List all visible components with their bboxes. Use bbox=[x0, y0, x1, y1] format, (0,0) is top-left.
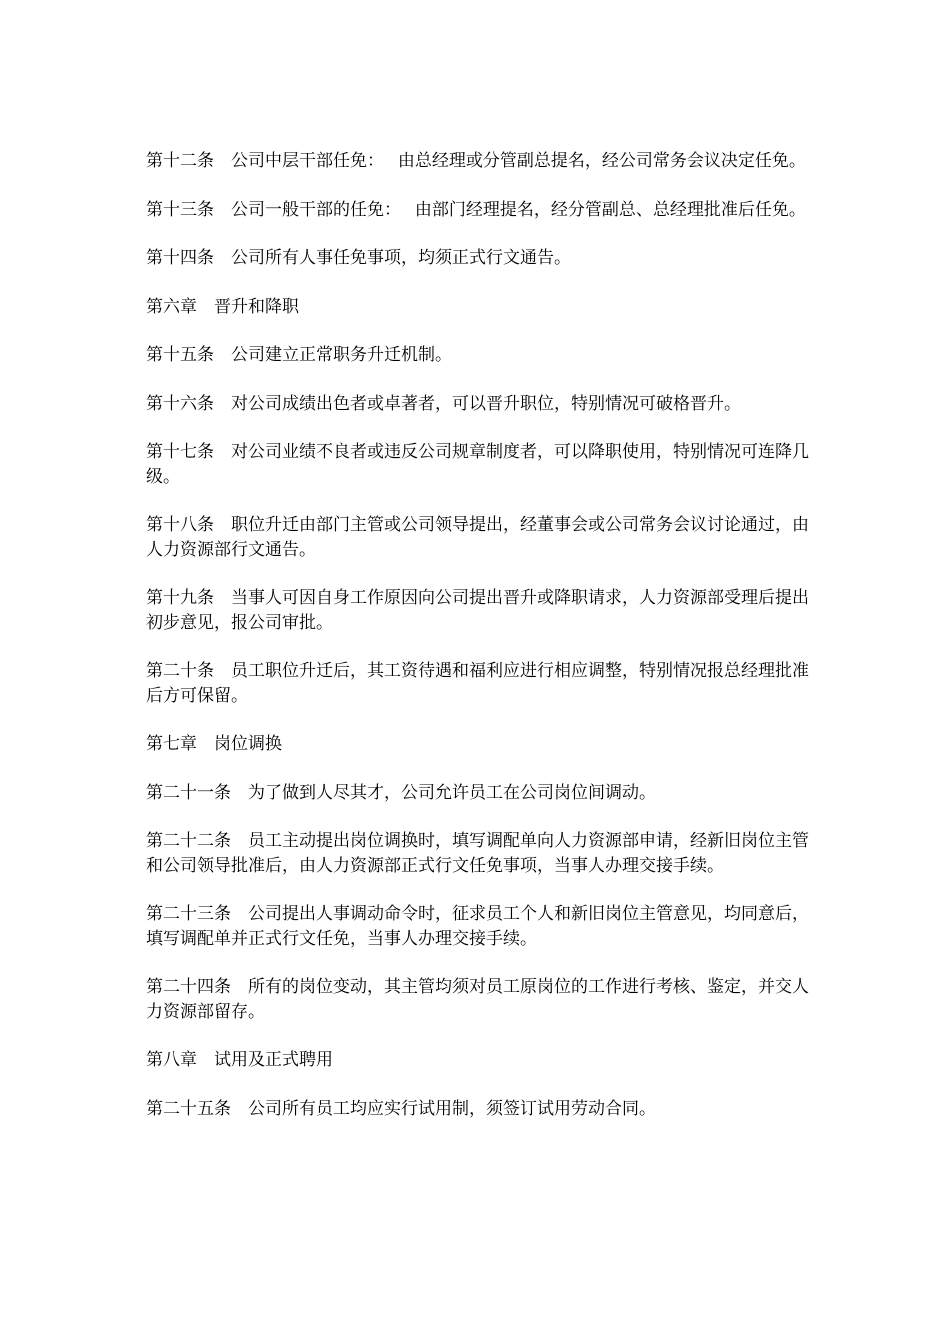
article-19: 第十九条 当事人可因自身工作原因向公司提出晋升或降职请求，人力资源部受理后提出初步意见，报公司审批。 bbox=[146, 588, 809, 633]
chapter-6-heading: 第六章 晋升和降职 bbox=[146, 296, 299, 317]
article-17: 第十七条 对公司业绩不良者或违反公司规章制度者，可以降职使用，特别情况可连降几级。 bbox=[146, 442, 809, 487]
article-14: 第十四条 公司所有人事任免事项，均须正式行文通告。 bbox=[146, 248, 571, 268]
article-20: 第二十条 员工职位升迁后，其工资待遇和福利应进行相应调整，特别情况报总经理批准后方可保留。 bbox=[146, 661, 809, 706]
chapter-8-heading: 第八章 试用及正式聘用 bbox=[146, 1050, 333, 1070]
article-13: 第十三条 公司一般干部的任免： 由部门经理提名，经分管副总、总经理批准后任免。 bbox=[146, 199, 806, 220]
document-body bbox=[146, 149, 810, 1145]
article-25: 第二十五条 公司所有员工均应实行试用制，须签订试用劳动合同。 bbox=[146, 1098, 656, 1119]
article-21: 第二十一条 为了做到人尽其才，公司允许员工在公司岗位间调动。 bbox=[146, 782, 656, 803]
article-15: 第十五条 公司建立正常职务升迁机制。 bbox=[146, 345, 452, 365]
article-22: 第二十二条 员工主动提出岗位调换时，填写调配单向人力资源部申请，经新旧岗位主管和公司领导批准后，由人力资源部正式行文任免事项，当事人办理交接手续。 bbox=[146, 831, 809, 876]
article-18: 第十八条 职位升迁由部门主管或公司领导提出，经董事会或公司常务会议讨论通过，由人力资源部行文通告。 bbox=[146, 515, 809, 560]
article-24: 第二十四条 所有的岗位变动，其主管均须对员工原岗位的工作进行考核、鉴定，并交人力资源部留存。 bbox=[146, 977, 809, 1022]
article-12: 第十二条 公司中层干部任免： 由总经理或分管副总提名，经公司常务会议决定任免。 bbox=[146, 151, 806, 171]
article-16: 第十六条 对公司成绩出色者或卓著者，可以晋升职位，特别情况可破格晋升。 bbox=[146, 393, 741, 414]
article-23: 第二十三条 公司提出人事调动命令时，征求员工个人和新旧岗位主管意见，均同意后，填写调配单并正式行文任免，当事人办理交接手续。 bbox=[146, 904, 809, 949]
chapter-7-heading: 第七章 岗位调换 bbox=[146, 734, 282, 754]
